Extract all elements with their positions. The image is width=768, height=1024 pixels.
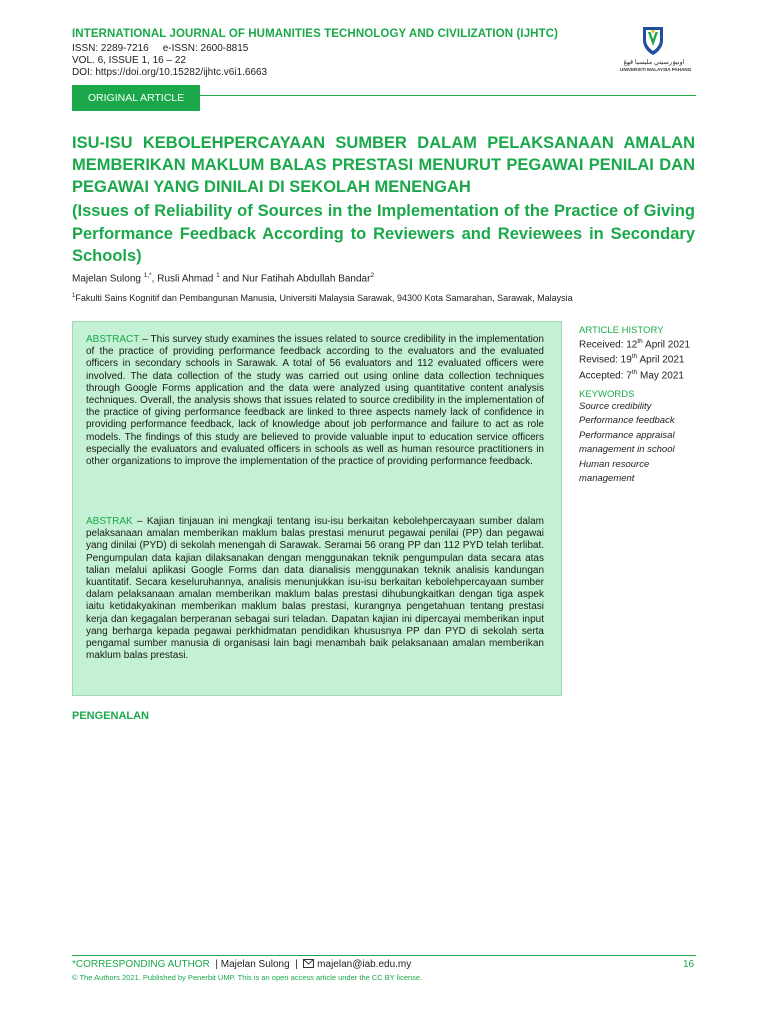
author-separator: , (151, 273, 158, 285)
author-name: Majelan Sulong (72, 273, 141, 285)
author-separator: and (219, 273, 243, 285)
abstrak-heading: ABSTRAK (86, 516, 133, 527)
page-number: 16 (683, 959, 695, 970)
divider: | (292, 959, 301, 970)
abstract-text: – This survey study examines the issues related to source credibility in the implementation of the practice of providing performance feedback according to the evaluators and the evaluated officers in secondary schools in Sarawak. A total of 56 evaluators and 112 evaluated officers were involved. The data collection of the study was carried out using online data collection techniques through Google Forms application and the data were analyzed using quantitative content analysis techniques. Overall, the analysis shows that issues related to source credibility in the implementation of the practice of giving performance feedback are linked to three aspects namely lack of confidence in providing performance feedback, lack of knowledge about job performance and failure to act as role models. The findings of this study are believed to provide valuable input to education service officers especially the evaluators and evaluated officers in schools as well as human resource practitioners in other organizations to improve the implementation of the practice of providing performance feedback. (86, 334, 544, 468)
volume-issue: VOL. 6, ISSUE 1, 16 – 22 (72, 55, 186, 66)
abstract-english (86, 334, 544, 468)
affiliation-text: Fakulti Sains Kognitif dan Pembangunan Manusia, Universiti Malaysia Sarawak, 94300 Kota Samarahan, Sarawak, Malaysia (75, 293, 573, 303)
abstrak-text: – Kajian tinjauan ini mengkaji tentang isu-isu berkaitan kebolehpercayaan sumber dalam pelaksanaan amalan memberikan maklum balas prestasi menurut pegawai penilai (PP) dan pegawai yang dinilai (PYD) di sekolah menengah di Sarawak. Seramai 56 orang PP dan 112 PYD telah terlibat. Pengumpulan data kajian dilaksanakan dengan menggunakan teknik pengumpulan data secara atas talian melalui aplikasi Google Forms dan data dianalisis menggunakan teknik analisis kandungan kuantitatif. Secara keseluruhannya, analisis menunjukkan isu-isu berkaitan kebolehpercayaan sumber dalam pelaksanaan amalan memberikan maklum balas prestasi dihubungkaitkan dengan tiga aspek iaitu ketidakyakinan memberikan maklum balas prestasi, kurangnya pengetahuan tentang prestasi kerja dan kegagalan berperanan sebagai suri teladan. Dapatan kajian ini dipercayai memberikan input yang berharga kepada pegawai perkhidmatan pendidikan khususnya PP dan PYD di sekolah serta pengamal sumber manusia di organisasi lain bagi menambah baik pelaksanaan amalan memberikan maklum balas prestasi. (86, 516, 544, 662)
article-type-badge: ORIGINAL ARTICLE (72, 85, 200, 111)
author-list (72, 272, 374, 284)
keyword-item: management (579, 473, 635, 485)
article-history-heading: ARTICLE HISTORY (579, 325, 664, 336)
university-logo (620, 26, 692, 78)
author-affil-sup: 2 (370, 272, 375, 279)
keyword-item: Source credibility (579, 400, 652, 412)
doi-link[interactable]: DOI: https://doi.org/10.15282/ijhtc.v6i1.6663 (72, 67, 268, 78)
logo-university-name: UNIVERSITI MALAYSIA PAHANG (620, 67, 692, 72)
shield-logo-icon (642, 26, 664, 56)
logo-arabic-text: اونيۏرسيتي مليسيا ڤهڠ (623, 59, 685, 66)
keyword-item: Performance feedback (579, 415, 675, 427)
corresponding-author (72, 959, 411, 970)
footer-rule (72, 955, 696, 956)
title-malay: ISU-ISU KEBOLEHPERCAYAAN SUMBER DALAM PELAKSANAAN AMALAN MEMBERIKAN MAKLUM BALAS PRESTASI MENURUT PEGAWAI PENILAI DAN PEGAWAI YANG DINILAI DI SEKOLAH MENENGAH (72, 134, 695, 196)
abstract-heading: ABSTRACT (86, 334, 140, 345)
author-name: Rusli Ahmad (157, 273, 214, 285)
eissn: e-ISSN: 2600-8815 (162, 43, 249, 54)
affiliation (72, 293, 573, 303)
keyword-item: Human resource (579, 458, 650, 470)
section-heading-pengenalan: PENGENALAN (72, 710, 150, 722)
corresponding-label: *CORRESPONDING AUTHOR (72, 959, 210, 970)
keyword-item: management in school (579, 444, 675, 456)
issn: ISSN: 2289-7216 (72, 43, 149, 54)
title-english: (Issues of Reliability of Sources in the Implementation of the Practice of Giving Performance Feedback According to Reviewers and Reviewees in Secondary Schools) (72, 202, 695, 265)
mail-icon (303, 959, 314, 968)
license-notice: © The Authors 2021. Published by Penerbit UMP. This is an open access article under the CC BY license. (72, 973, 423, 982)
author-affil-sup: 1,* (143, 272, 152, 279)
corresponding-name: Majelan Sulong (220, 959, 290, 970)
revised-date: Revised: 19th April 2021 (579, 353, 685, 366)
keyword-item: Performance appraisal (579, 429, 675, 441)
received-date: Received: 12th April 2021 (579, 338, 691, 351)
author-affil-sup: 1 (216, 272, 220, 279)
abstract-malay (86, 516, 544, 662)
keywords-heading: KEYWORDS (579, 388, 635, 400)
issn-line (72, 43, 248, 54)
divider: | (212, 959, 221, 970)
accepted-date: Accepted: 7th May 2021 (579, 368, 684, 381)
journal-title: INTERNATIONAL JOURNAL OF HUMANITIES TECHNOLOGY AND CIVILIZATION (IJHTC) (72, 28, 559, 40)
article-sidebar (579, 325, 709, 486)
affiliation-sup: 1 (72, 293, 76, 299)
corresponding-email[interactable]: majelan@iab.edu.my (317, 959, 412, 970)
author-name: Nur Fatihah Abdullah Bandar (242, 273, 371, 285)
